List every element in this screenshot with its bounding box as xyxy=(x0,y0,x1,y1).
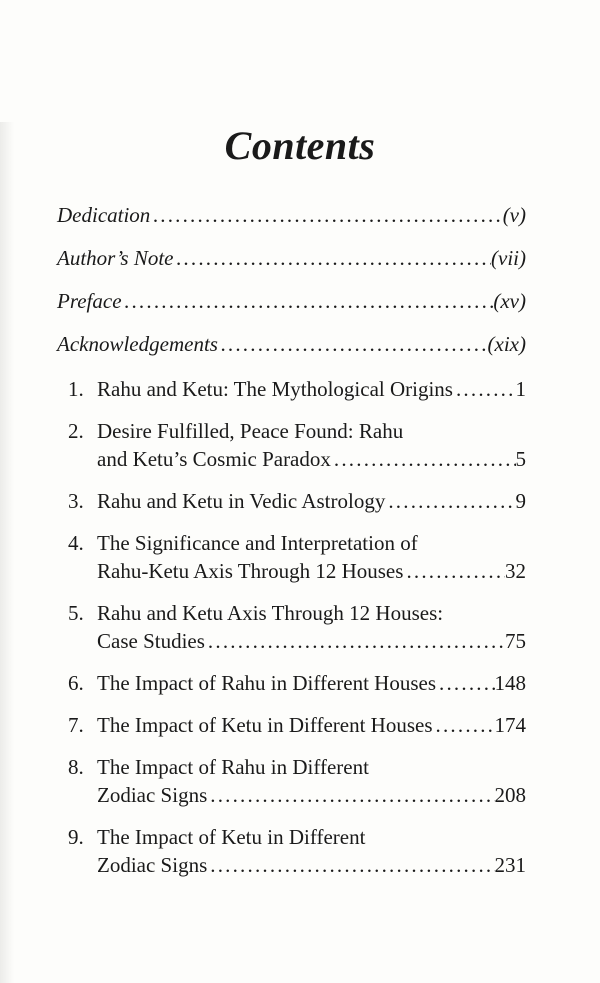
dot-leader xyxy=(207,781,494,809)
entry-label: Preface xyxy=(57,289,122,313)
dot-leader xyxy=(207,851,494,879)
toc-chapter-2 xyxy=(57,417,526,473)
dot-leader xyxy=(150,203,502,227)
chapter-title-line: The Impact of Ketu in Different xyxy=(97,825,366,849)
toc-chapter-7 xyxy=(57,711,526,739)
chapter-title: Rahu-Ketu Axis Through 12 Houses xyxy=(97,559,404,583)
book-page xyxy=(0,122,600,983)
chapter-number: 4. xyxy=(68,531,84,555)
table-of-contents xyxy=(0,203,600,879)
chapter-number: 9. xyxy=(68,825,84,849)
toc-entry-authors-note xyxy=(57,246,526,270)
dot-leader xyxy=(205,627,505,655)
toc-chapter-1 xyxy=(57,375,526,403)
chapter-number: 3. xyxy=(68,489,84,513)
chapter-number: 7. xyxy=(68,713,84,737)
dot-leader xyxy=(453,375,516,403)
chapter-title-line: The Impact of Rahu in Different xyxy=(97,755,369,779)
entry-page-number: (vii) xyxy=(491,246,526,270)
dot-leader xyxy=(433,711,495,739)
entry-page-number: (v) xyxy=(502,203,526,227)
entry-label: Dedication xyxy=(57,203,151,227)
entry-page-number: 5 xyxy=(515,447,526,471)
chapter-number: 5. xyxy=(68,601,84,625)
dot-leader xyxy=(173,246,491,270)
toc-chapter-6 xyxy=(57,669,526,697)
entry-page-number: 208 xyxy=(494,783,526,807)
entry-page-number: 75 xyxy=(505,629,526,653)
chapter-title-line: The Significance and Interpretation of xyxy=(97,531,418,555)
dot-leader xyxy=(385,487,515,515)
dot-leader xyxy=(218,332,488,356)
chapter-number: 8. xyxy=(68,755,84,779)
entry-page-number: (xv) xyxy=(493,289,526,313)
chapter-title: Case Studies xyxy=(97,629,205,653)
chapter-title: The Impact of Ketu in Different Houses xyxy=(97,713,433,737)
entry-page-number: 32 xyxy=(505,559,526,583)
toc-chapter-3 xyxy=(57,487,526,515)
chapter-title: Rahu and Ketu in Vedic Astrology xyxy=(97,489,386,513)
chapter-title: Rahu and Ketu: The Mythological Origins xyxy=(97,377,453,401)
entry-page-number: 1 xyxy=(515,377,526,401)
toc-entry-acknowledgements xyxy=(57,332,526,356)
toc-chapter-9 xyxy=(57,823,526,879)
entry-page-number: 231 xyxy=(494,853,526,877)
entry-page-number: 148 xyxy=(494,671,526,695)
toc-chapter-8 xyxy=(57,753,526,809)
chapter-number: 1. xyxy=(68,377,84,401)
entry-label: Acknowledgements xyxy=(57,332,218,356)
chapter-number: 2. xyxy=(68,419,84,443)
toc-chapter-5 xyxy=(57,599,526,655)
chapter-title: Zodiac Signs xyxy=(97,853,208,877)
dot-leader xyxy=(436,669,494,697)
toc-entry-preface xyxy=(57,289,526,313)
chapter-number: 6. xyxy=(68,671,84,695)
entry-page-number: (xix) xyxy=(487,332,526,356)
entry-label: Author’s Note xyxy=(57,246,174,270)
chapter-title: The Impact of Rahu in Different Houses xyxy=(97,671,437,695)
entry-page-number: 174 xyxy=(494,713,526,737)
chapter-title: and Ketu’s Cosmic Paradox xyxy=(97,447,331,471)
entry-page-number: 9 xyxy=(515,489,526,513)
dot-leader xyxy=(403,557,505,585)
toc-entry-dedication xyxy=(57,203,526,227)
chapter-title-line: Rahu and Ketu Axis Through 12 Houses: xyxy=(97,601,444,625)
toc-chapter-4 xyxy=(57,529,526,585)
chapter-title: Zodiac Signs xyxy=(97,783,208,807)
chapter-title-line: Desire Fulfilled, Peace Found: Rahu xyxy=(97,419,404,443)
dot-leader xyxy=(122,289,494,313)
page-title: Contents xyxy=(224,123,376,168)
dot-leader xyxy=(331,445,516,473)
